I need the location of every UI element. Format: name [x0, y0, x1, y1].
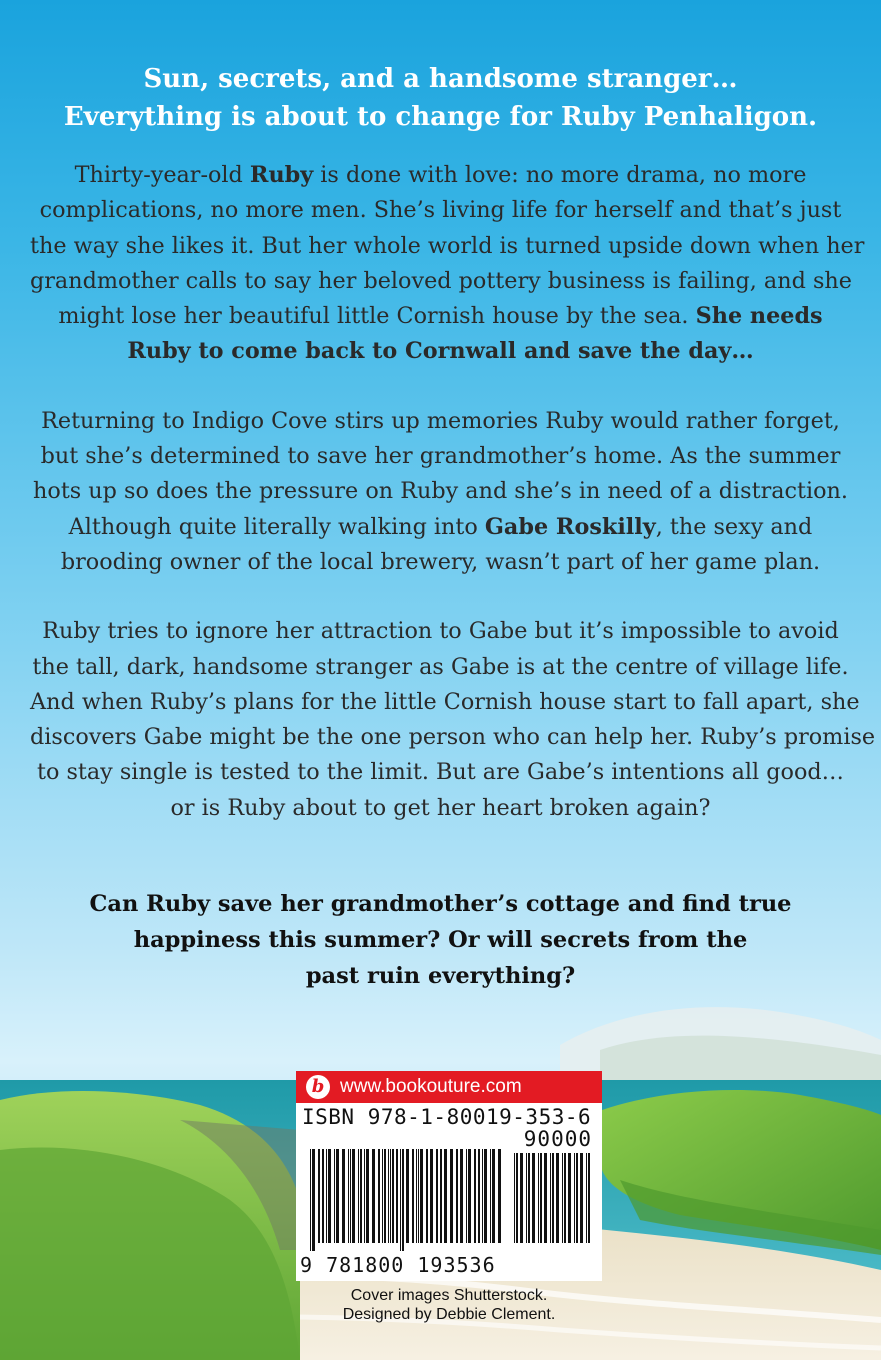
barcode-bar: [460, 1149, 463, 1243]
blurb-text: , the sexy and: [655, 513, 813, 540]
barcode-bar: [544, 1153, 547, 1243]
tagline-line-1: Sun, secrets, and a handsome stranger…: [143, 64, 738, 94]
barcode-bar: [388, 1149, 389, 1243]
price-code: 90000: [523, 1127, 592, 1151]
ean-barcode: [310, 1149, 506, 1251]
barcode-bar: [514, 1153, 515, 1243]
barcode-bar: [490, 1149, 491, 1243]
barcode-bar: [498, 1149, 501, 1243]
closing-line: happiness this summer? Or will secrets from the: [133, 927, 748, 953]
barcode-bar: [402, 1149, 404, 1251]
credits-design: Designed by Debbie Clement.: [342, 1306, 556, 1323]
blurb-text: might lose her beautiful little Cornish house by the sea.: [58, 303, 696, 330]
blurb-emphasis: Ruby to come back to Cornwall and save the day…: [127, 338, 754, 365]
barcode-bar: [360, 1149, 362, 1243]
barcode-bar: [474, 1149, 476, 1243]
closing-line: past ruin everything?: [305, 963, 576, 989]
blurb-emphasis: She needs: [695, 303, 823, 330]
blurb-text: Although quite literally walking into: [68, 513, 485, 540]
blurb: [30, 158, 876, 860]
blurb-paragraph-2: [30, 404, 851, 580]
barcode-bar: [540, 1153, 542, 1243]
credits: [296, 1286, 602, 1324]
barcode-bar: [532, 1153, 535, 1243]
barcode-bar: [552, 1153, 554, 1243]
barcode-bar: [586, 1153, 587, 1243]
blurb-text: Ruby tries to ignore her attraction to Gabe but it’s impossible to avoid: [42, 618, 839, 645]
blurb-text: discovers Gabe might be the one person who can help her. Ruby’s promise: [30, 724, 876, 751]
barcode-bar: [336, 1149, 339, 1243]
blurb-paragraph-3: [30, 614, 876, 826]
blurb-text: brooding owner of the local brewery, wasn’t part of her game plan.: [60, 548, 821, 575]
barcode-bar: [318, 1149, 320, 1243]
barcode-bar: [348, 1149, 349, 1243]
barcode-bar: [312, 1149, 315, 1251]
barcode-bar: [528, 1153, 530, 1243]
barcode-bar: [366, 1149, 369, 1243]
left-cliff: [0, 1091, 300, 1360]
barcode-bar: [492, 1149, 495, 1243]
barcode-bar: [334, 1149, 335, 1243]
barcode-bar: [482, 1149, 483, 1243]
barcode-bar: [392, 1149, 394, 1243]
barcode-bar: [550, 1153, 551, 1243]
blurb-text: the tall, dark, handsome stranger as Gabe is at the centre of village life.: [32, 653, 849, 680]
blurb-text: or is Ruby about to get her heart broken again?: [170, 794, 711, 821]
barcode-bar: [372, 1149, 375, 1243]
barcode-bar: [326, 1149, 327, 1243]
barcode-bar: [400, 1149, 401, 1251]
barcode-bar: [516, 1153, 518, 1243]
barcode-bar: [352, 1149, 355, 1243]
barcode-bar: [412, 1149, 414, 1243]
barcode-bar: [426, 1149, 428, 1243]
publisher-bar: [296, 1071, 602, 1103]
barcode-bar: [484, 1149, 487, 1243]
barcode-bar: [406, 1149, 409, 1243]
blurb-text: Thirty-year-old: [74, 162, 250, 188]
blurb-text: And when Ruby’s plans for the little Cornish house start to fall apart, she: [30, 688, 860, 715]
closing-line: Can Ruby save her grandmother’s cottage and find true: [89, 891, 792, 917]
barcode-panel: [296, 1103, 602, 1281]
barcode-bar: [382, 1149, 383, 1243]
barcode-bar: [430, 1149, 433, 1243]
publisher-url[interactable]: www.bookouture.com: [340, 1076, 522, 1097]
barcode-bar: [350, 1149, 351, 1243]
character-name-gabe: Gabe Roskilly: [484, 513, 656, 540]
blurb-text: but she’s determined to save her grandmother’s home. As the summer: [40, 443, 841, 470]
barcode-bar: [526, 1153, 527, 1243]
barcode-bar: [564, 1153, 566, 1243]
barcode-bar: [574, 1153, 575, 1243]
distant-headland: [560, 1007, 881, 1085]
blurb-text: to stay single is tested to the limit. But are Gabe’s intentions all good…: [37, 759, 844, 786]
barcode-bar: [364, 1149, 365, 1243]
barcode-bar: [466, 1149, 467, 1243]
barcode-bar: [556, 1153, 559, 1243]
barcode-bar: [420, 1149, 423, 1243]
blurb-text: the way she likes it. But her whole world is turned upside down when her: [30, 232, 865, 259]
barcode-bar: [444, 1149, 447, 1243]
barcode-bar: [450, 1149, 453, 1243]
bookouture-logo-icon: b: [306, 1075, 330, 1099]
barcode-bar: [436, 1149, 438, 1243]
blurb-text: complications, no more men. She’s living life for herself and that’s just: [39, 197, 842, 224]
barcode-bar: [342, 1149, 345, 1243]
blurb-text: hots up so does the pressure on Ruby and she’s in need of a distraction.: [33, 478, 848, 505]
credits-images: Cover images Shutterstock.: [350, 1287, 548, 1304]
blurb-text: is done with love: no more drama, no more: [313, 162, 807, 188]
blurb-text: Returning to Indigo Cove stirs up memories Ruby would rather forget,: [41, 407, 840, 434]
barcode-bar: [576, 1153, 578, 1243]
barcode-bar: [468, 1149, 471, 1243]
barcode-bar: [588, 1153, 590, 1243]
barcode-bar: [396, 1149, 398, 1243]
barcode-bar: [562, 1153, 563, 1243]
character-name-ruby: Ruby: [249, 162, 314, 188]
barcode-bar: [538, 1153, 539, 1243]
barcode-bar: [418, 1149, 419, 1243]
barcode-bar: [328, 1149, 331, 1243]
tagline: [0, 60, 881, 136]
barcode-bar: [580, 1153, 583, 1243]
blurb-paragraph-1: [30, 158, 865, 370]
barcode-bar: [384, 1149, 386, 1243]
barcode-bar: [416, 1149, 417, 1243]
barcode-bar: [440, 1149, 442, 1243]
isbn-label: ISBN 978-1-80019-353-6: [302, 1105, 592, 1129]
barcode-bar: [520, 1153, 523, 1243]
barcode-bar: [478, 1149, 480, 1243]
closing-question: [0, 886, 881, 994]
barcode-bar: [310, 1149, 311, 1251]
barcode-bar: [456, 1149, 458, 1243]
addon-barcode: [514, 1153, 592, 1251]
barcode-bar: [322, 1149, 324, 1243]
barcode-bar: [390, 1149, 391, 1243]
barcode-bar: [358, 1149, 359, 1243]
blurb-text: grandmother calls to say her beloved pottery business is failing, and she: [30, 267, 852, 294]
barcode-bar: [378, 1149, 380, 1243]
tagline-line-2: Everything is about to change for Ruby Penhaligon.: [63, 102, 818, 132]
barcode-bar: [568, 1153, 571, 1243]
ean-digits: 9 781800 193536: [300, 1253, 496, 1277]
